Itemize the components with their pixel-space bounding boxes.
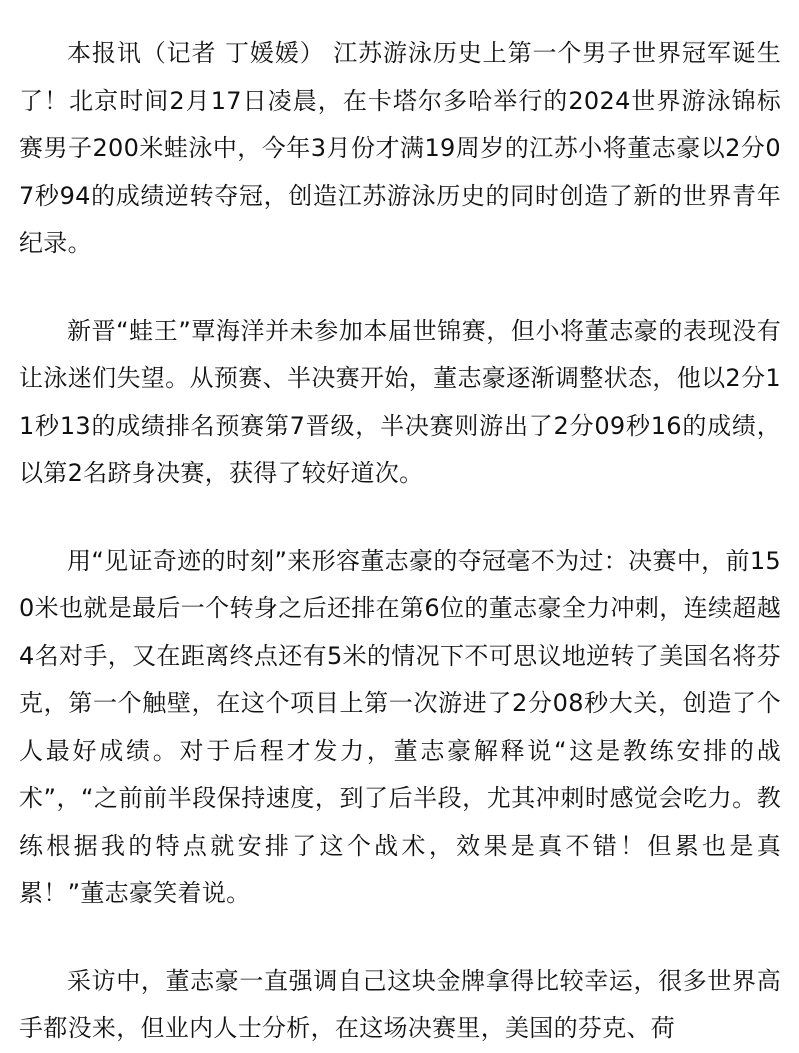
paragraph-lead: 本报讯（记者 丁媛媛） 江苏游泳历史上第一个男子世界冠军诞生了！北京时间2月17日凌晨，在卡塔尔多哈举行的2024世界游泳锦标赛男子200米蛙泳中，今年3月份才满19周岁的江苏小将董志豪以2分07秒94的成绩逆转夺冠，创造江苏游泳历史的同时创造了新的世界青年纪录。 bbox=[19, 39, 781, 257]
paragraph-final: 用“见证奇迹的时刻”来形容董志豪的夺冠毫不为过：决赛中，前150米也就是最后一个转身之后还排在第6位的董志豪全力冲刺，连续超越4名对手，又在距离终点还有5米的情况下不可思议地逆转了美国名将芬克，第一个触壁，在这个项目上第一次游进了2分08秒大关，创造了个人最好成绩。对于后程才发力，董志豪解释说“这是教练安排的战术”，“之前前半段保持速度，到了后半段，尤其冲刺时感觉会吃力。教练根据我的特点就安排了这个战术，效果是真不错！但累也是真累！”董志豪笑着说。 bbox=[19, 546, 781, 907]
paragraph-heats: 新晋“蛙王”覃海洋并未参加本届世锦赛，但小将董志豪的表现没有让泳迷们失望。从预赛、半决赛开始，董志豪逐渐调整状态，他以2分11秒13的成绩排名预赛第7晋级，半决赛则游出了2分09秒16的成绩，以第2名跻身决赛，获得了较好道次。 bbox=[19, 316, 781, 487]
paragraph-interview: 采访中，董志豪一直强调自己这块金牌拿得比较幸运，很多世界高手都没来，但业内人士分析，在这场决赛里，美国的芬克、荷 bbox=[19, 966, 781, 1042]
news-article bbox=[19, 30, 781, 1053]
